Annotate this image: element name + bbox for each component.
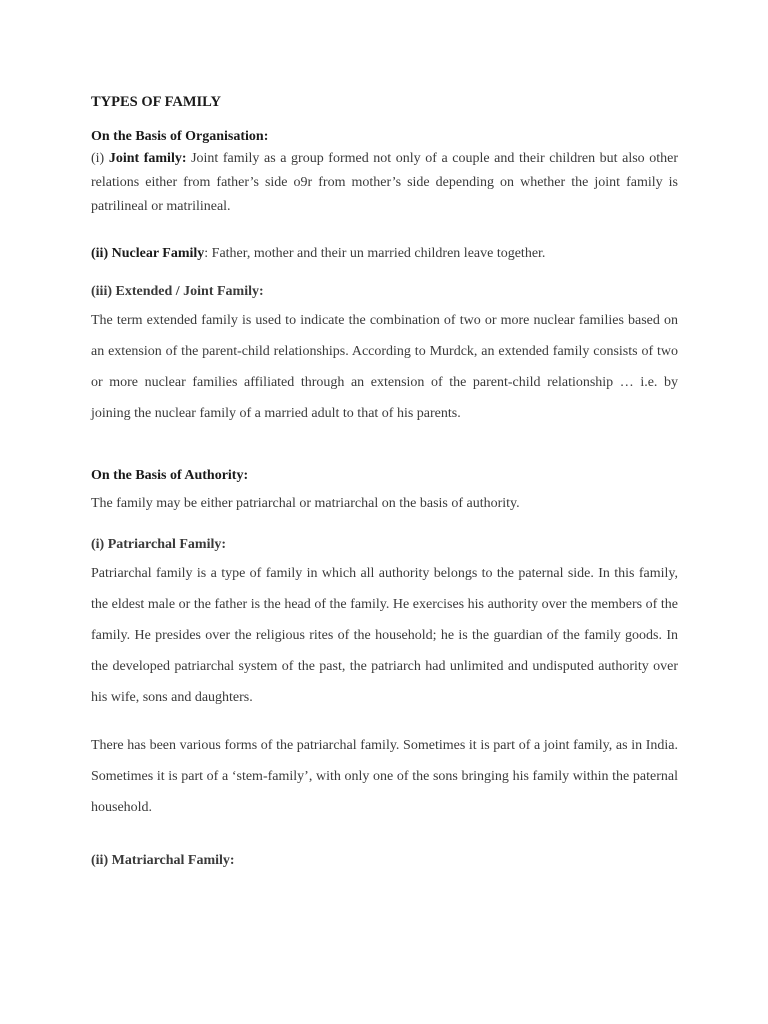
term-joint-family: Joint family: bbox=[108, 151, 187, 166]
section-heading-organisation: On the Basis of Organisation: bbox=[91, 129, 269, 144]
paragraph-patriarchal-family: Patriarchal family is a type of family in which all authority belongs to the paternal side. In this family, the eldest male or the father is the head of the family. He exercises his authority over the members of the family. He presides over the religious rites of the household; he is the guardian of the family goods. In the developed patriarchal system of the past, the patriarch had unlimited and undisputed authority over his wife, sons and daughters. bbox=[91, 566, 678, 705]
paragraph-authority-intro: The family may be either patriarchal or matriarchal on the basis of authority. bbox=[91, 496, 520, 511]
subheading-matriarchal-family: (ii) Matriarchal Family: bbox=[91, 853, 235, 868]
paragraph-nuclear-family bbox=[91, 242, 678, 266]
section-heading-authority: On the Basis of Authority: bbox=[91, 468, 249, 483]
paragraph-extended-family: The term extended family is used to indicate the combination of two or more nuclear families based on an extension of the parent-child relationships. According to Murdck, an extended family consists of two or more nuclear families affiliated through an extension of the parent-child relationship … i.e. by joining the nuclear family of a married adult to that of his parents. bbox=[91, 313, 678, 421]
item-number: (i) bbox=[91, 151, 105, 166]
subheading-extended-family: (iii) Extended / Joint Family: bbox=[91, 284, 264, 299]
nuclear-family-text: : Father, mother and their un married children leave together. bbox=[204, 246, 546, 261]
joint-family-text: Joint family as a group formed not only of a couple and their children but also other relations either from father’s side o9r from mother’s side depending on whether the joint family is patrilineal or matrilineal. bbox=[91, 151, 679, 214]
document-body bbox=[91, 92, 678, 871]
subheading-patriarchal-family: (i) Patriarchal Family: bbox=[91, 537, 227, 552]
term-nuclear-family: Nuclear Family bbox=[111, 246, 205, 261]
item-number: (ii) bbox=[91, 246, 109, 261]
paragraph-joint-family bbox=[91, 147, 678, 219]
paragraph-patriarchal-forms: There has been various forms of the patriarchal family. Sometimes it is part of a joint family, as in India. Sometimes it is part of a ‘stem-family’, with only one of the sons bringing his family within the paternal household. bbox=[91, 738, 678, 815]
document-title: TYPES OF FAMILY bbox=[91, 94, 221, 110]
